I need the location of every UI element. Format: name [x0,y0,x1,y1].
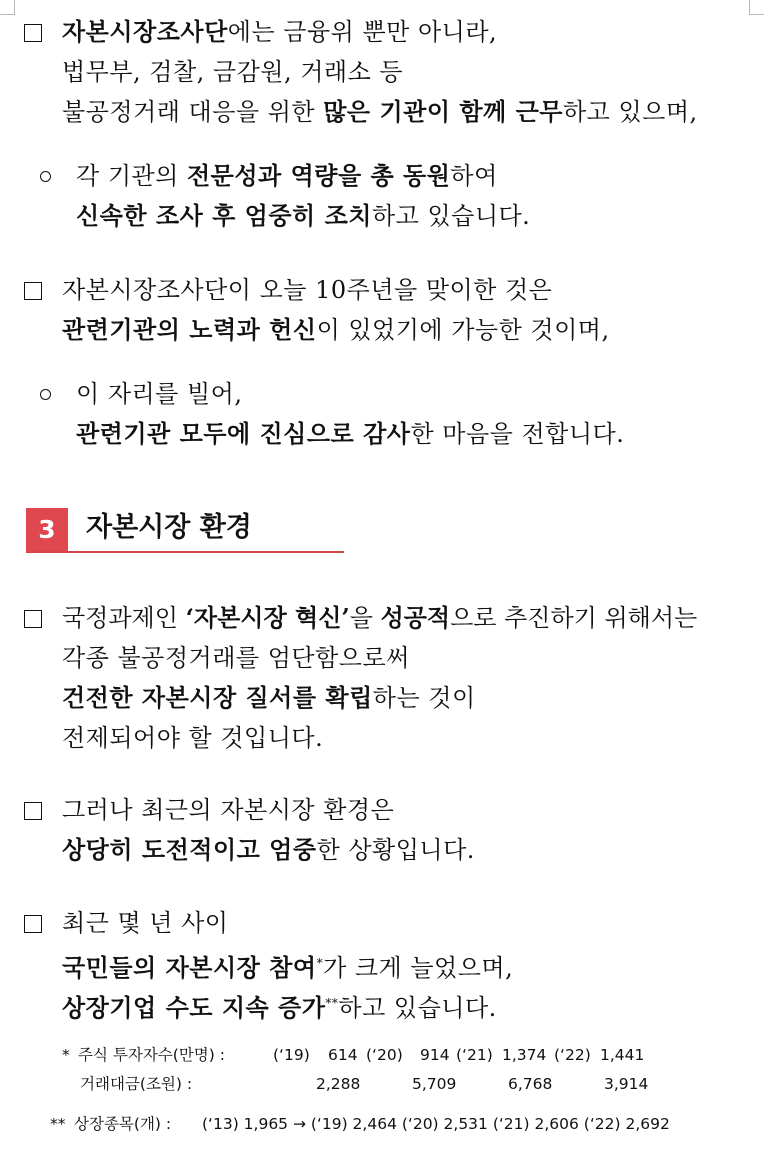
section-underline [26,551,344,553]
square-bullet-icon [24,610,42,628]
footnote-value: 2,288 [316,1075,361,1093]
circle-bullet-icon [40,389,51,400]
emphasis-text: 관련기관 모두에 진심으로 감사 [76,419,411,448]
footnote-year: (‘20) [366,1046,403,1064]
section-title: 자본시장 환경 [86,512,252,543]
circle-bullet-icon [40,171,51,182]
emphasis-text: ‘자본시장 혁신’ [185,603,350,632]
body-text: 이 있었기에 가능한 것이며, [316,316,610,344]
paragraph-line: 최근 몇 년 사이 [62,909,229,937]
body-text: 을 [349,604,381,632]
paragraph-line: 자본시장조사단이 오늘 10주년을 맞이한 것은 [62,276,553,304]
body-text: 가 크게 늘었으며, [323,954,514,982]
square-bullet-icon [24,915,42,933]
paragraph-line [62,681,476,715]
emphasis-text: 상당히 도전적이고 엄중 [62,835,317,864]
body-text: 국정과제인 [62,604,186,632]
emphasis-text: 관련기관의 노력과 헌신 [62,315,317,344]
emphasis-text: 많은 기관이 함께 근무 [323,97,563,126]
paragraph-line [62,15,497,49]
footnote-value: 3,914 [604,1075,649,1093]
footnote-value: 1,441 [600,1046,645,1064]
square-bullet-icon [24,282,42,300]
paragraph-line [76,159,498,193]
emphasis-text: 자본시장조사단 [62,17,228,46]
footnote-label: 주식 투자자수(만명) : [78,1046,225,1064]
emphasis-text: 성공적 [380,603,451,632]
footnote-year: (‘21) [456,1046,493,1064]
footnote-value: 914 [420,1046,450,1064]
emphasis-text: 상장기업 수도 지속 증가 [62,993,326,1022]
body-text: 하여 [450,162,498,190]
footnote-label: 거래대금(조원) : [80,1075,193,1093]
paragraph-line: 전제되어야 할 것입니다. [62,724,324,752]
paragraph-line [62,601,697,635]
footnote-value: 5,709 [412,1075,457,1093]
body-text: 한 상황입니다. [316,836,475,864]
body-text: 불공정거래 대응을 위한 [62,98,324,126]
crop-mark-top-right [749,0,764,15]
paragraph-line [62,313,610,347]
section-number-badge: 3 [26,508,68,551]
footnote-marker: ** [325,996,339,1010]
paragraph-line [62,986,497,1025]
body-text: 하는 것이 [372,684,476,712]
body-text: 각 기관의 [76,162,187,190]
footnote-label: 상장종목(개) : [74,1115,172,1133]
body-text: 으로 추진하기 위해서는 [450,604,698,632]
body-text: 하고 있습니다. [371,202,531,230]
paragraph-line [76,199,530,233]
footnote-marker: * [62,1046,70,1064]
footnote-value: 614 [328,1046,358,1064]
footnote-year: (‘19) [273,1046,310,1064]
body-text: 한 마음을 전합니다. [410,420,625,448]
paragraph-line [62,833,475,867]
paragraph-line [76,417,624,451]
emphasis-text: 신속한 조사 후 엄중히 조치 [76,201,372,230]
emphasis-text: 건전한 자본시장 질서를 확립 [62,683,373,712]
footnote-marker: ** [50,1115,66,1133]
square-bullet-icon [24,802,42,820]
emphasis-text: 국민들의 자본시장 참여 [62,953,317,982]
paragraph-line: 각종 불공정거래를 엄단함으로써 [62,644,410,672]
paragraph-line: 그러나 최근의 자본시장 환경은 [62,796,395,824]
emphasis-text: 전문성과 역량을 총 동원 [187,161,451,190]
paragraph-line [62,95,698,129]
footnote-value: 1,374 [502,1046,547,1064]
footnote-marker: * [316,956,324,970]
crop-mark-top-left [0,0,15,15]
paragraph-line [62,946,513,985]
paragraph-line: 법무부, 검찰, 금감원, 거래소 등 [62,58,404,86]
body-text: 에는 금융위 뿐만 아니라, [227,18,498,46]
body-text: 하고 있으며, [562,98,698,126]
footnote-year: (‘22) [554,1046,591,1064]
body-text: 하고 있습니다. [338,994,497,1022]
footnote-value: 6,768 [508,1075,553,1093]
paragraph-line: 이 자리를 빌어, [76,380,243,408]
footnote-text: (‘13) 1,965 → (‘19) 2,464 (‘20) 2,531 (‘21) 2,606 (‘22) 2,692 [202,1115,670,1133]
square-bullet-icon [24,24,42,42]
